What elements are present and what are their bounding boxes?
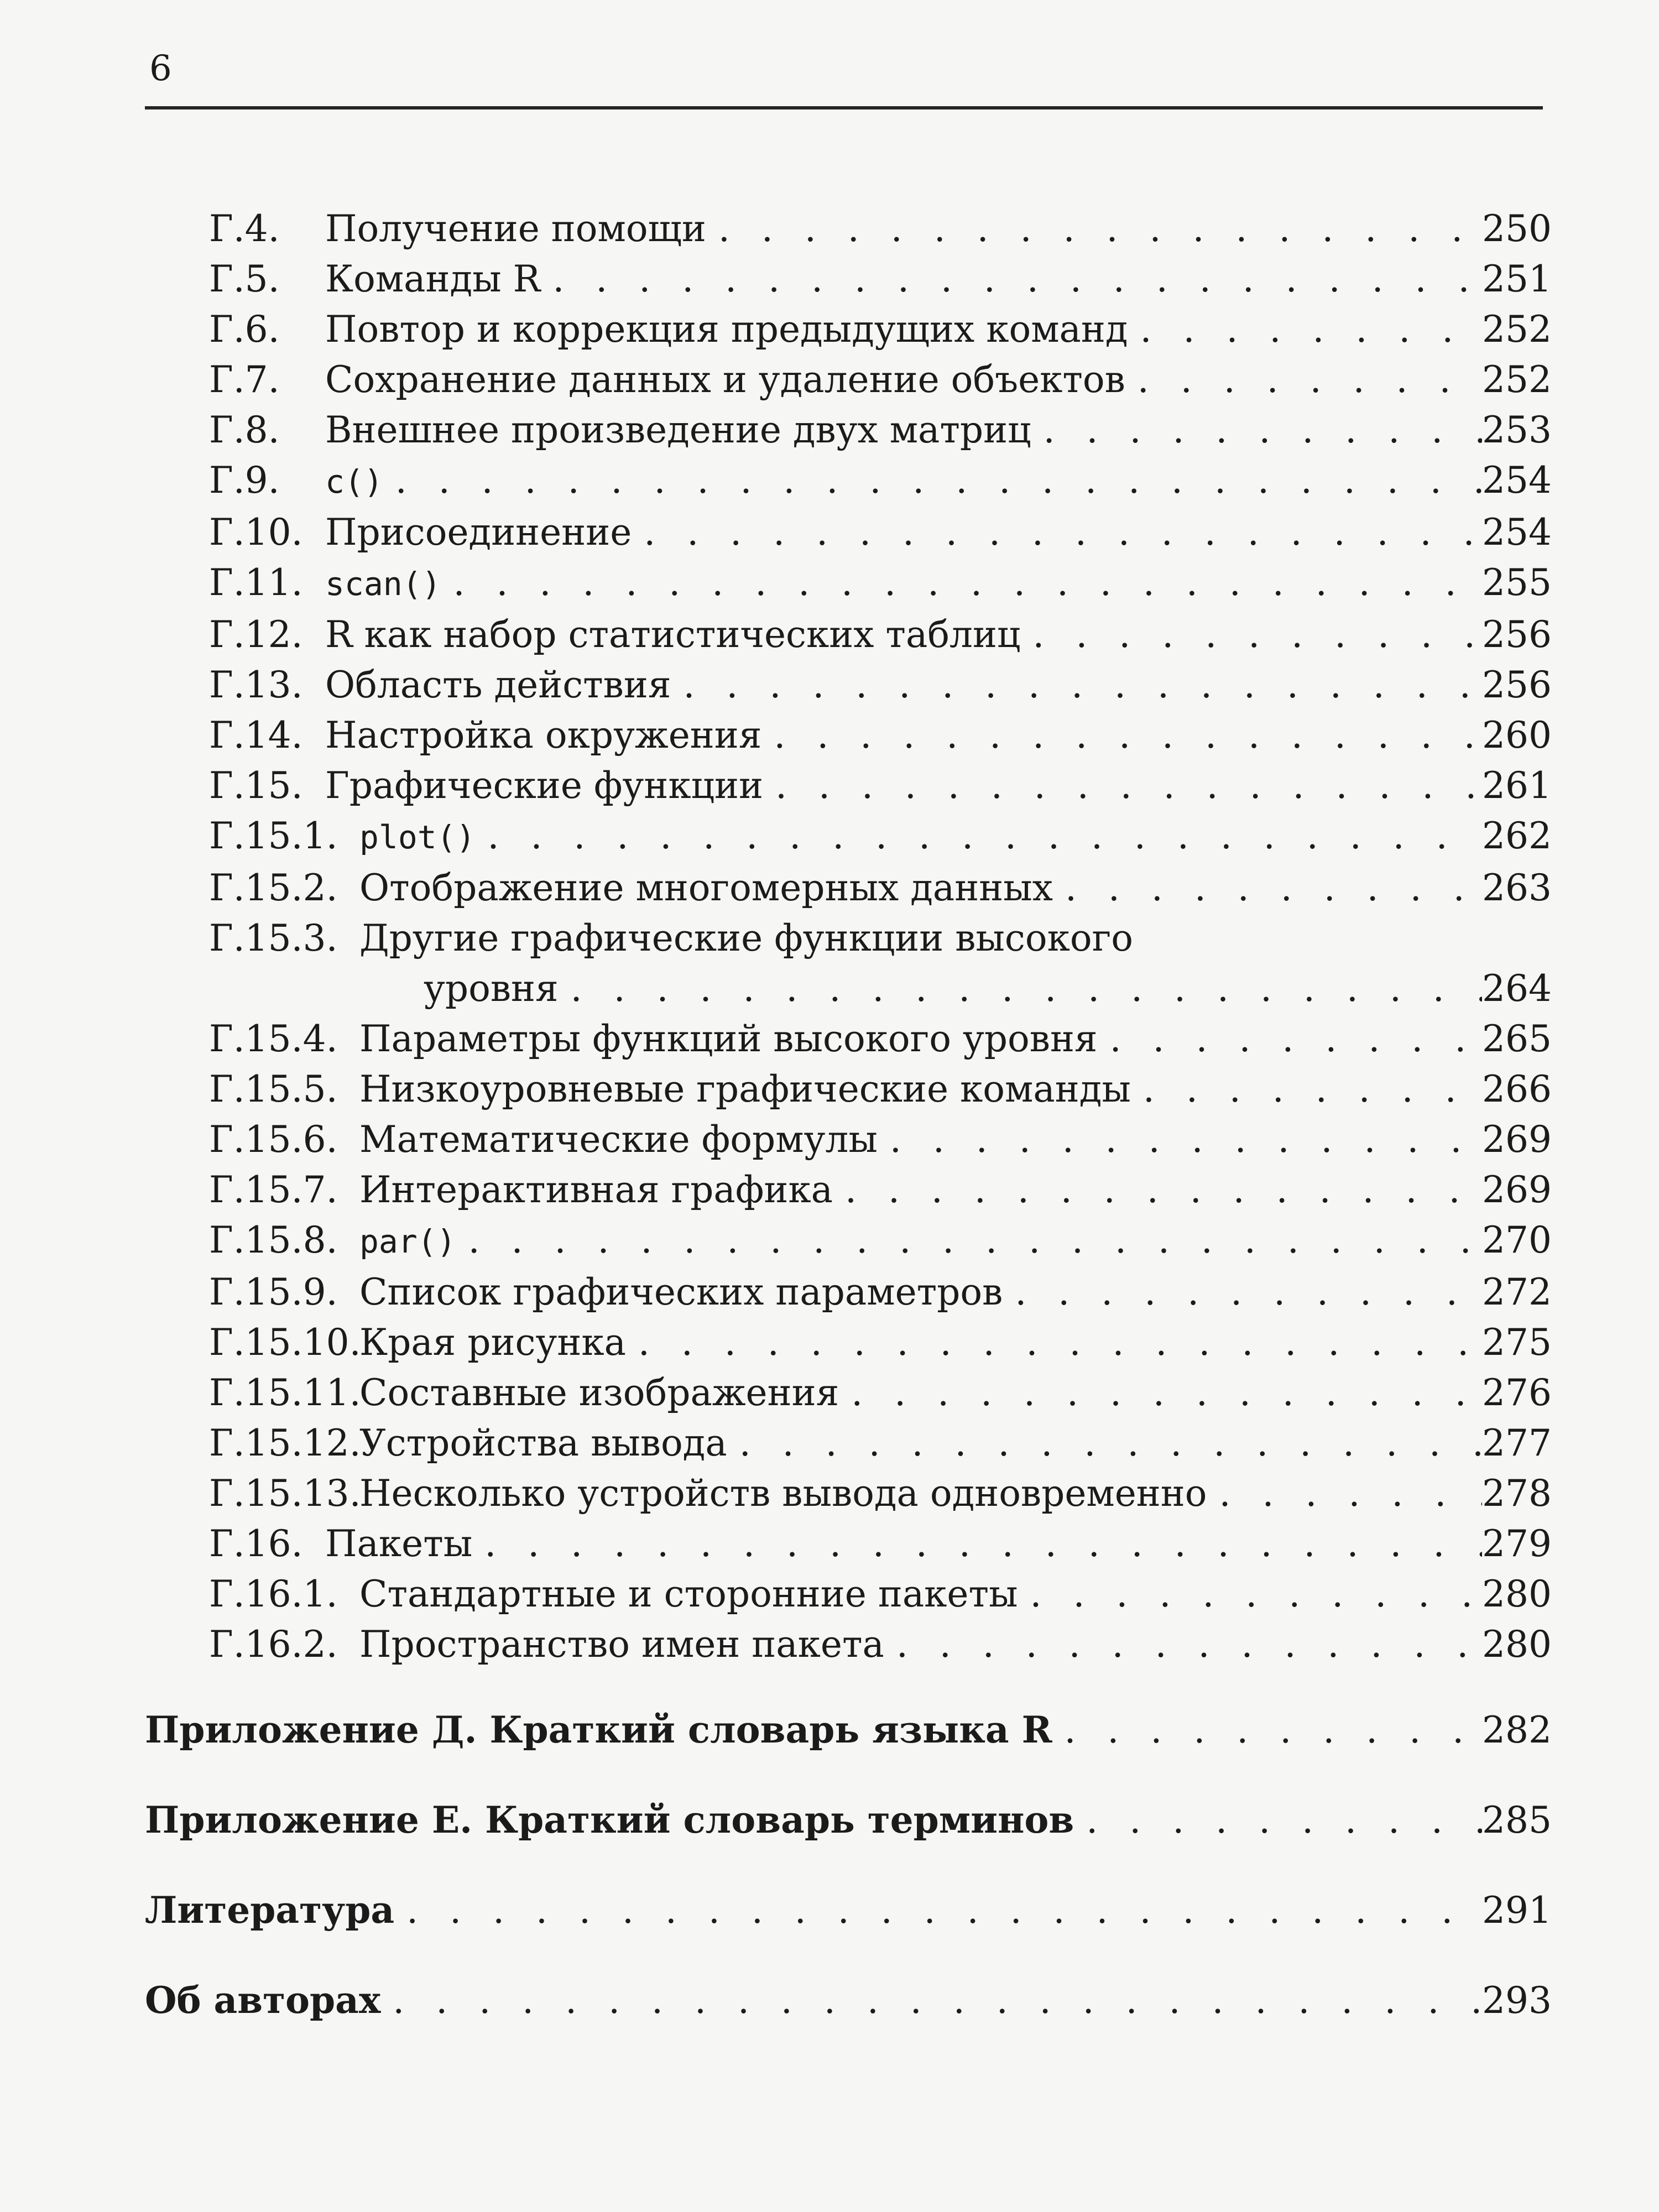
entry-page: 272 bbox=[1482, 1271, 1552, 1313]
toc-entry-g10[interactable] bbox=[145, 507, 1552, 557]
appendix-page: 291 bbox=[1482, 1889, 1552, 1932]
entry-page: 275 bbox=[1482, 1321, 1552, 1364]
dot-leaders bbox=[1003, 1267, 1482, 1317]
entry-title: Интерактивная графика bbox=[359, 1168, 833, 1211]
entry-number: Г.15.7. bbox=[209, 1168, 338, 1211]
dot-leaders bbox=[540, 254, 1482, 304]
entry-title: R как набор статистических таблиц bbox=[325, 613, 1021, 656]
dot-leaders bbox=[763, 760, 1482, 811]
entry-number: Г.15.12. bbox=[209, 1422, 361, 1464]
entry-page: 256 bbox=[1482, 613, 1552, 656]
dot-leaders bbox=[394, 1885, 1482, 1936]
entry-page: 278 bbox=[1482, 1472, 1552, 1515]
entry-page: 265 bbox=[1482, 1018, 1552, 1060]
dot-leaders bbox=[559, 963, 1482, 1014]
dot-leaders bbox=[1018, 1569, 1482, 1619]
dot-leaders bbox=[761, 710, 1482, 760]
entry-page: 270 bbox=[1482, 1219, 1552, 1261]
entry-title: Повтор и коррекция предыдущих команд bbox=[325, 308, 1128, 351]
toc-entry-g6[interactable] bbox=[145, 304, 1552, 354]
toc-entry-g15-13[interactable] bbox=[145, 1468, 1552, 1519]
entry-page: 263 bbox=[1482, 867, 1552, 909]
page-number: 6 bbox=[149, 48, 172, 89]
dot-leaders bbox=[472, 1519, 1482, 1569]
appendix-page: 285 bbox=[1482, 1799, 1552, 1841]
appendix-page: 293 bbox=[1482, 1979, 1552, 2022]
toc-entry-g15-10[interactable] bbox=[145, 1317, 1552, 1368]
entry-title: Несколько устройств вывода одновременно bbox=[359, 1472, 1207, 1515]
entry-title: Низкоуровневые графические команды bbox=[359, 1068, 1131, 1110]
entry-number: Г.12. bbox=[209, 613, 303, 656]
header-rule bbox=[145, 106, 1543, 109]
entry-title: Устройства вывода bbox=[359, 1422, 727, 1464]
dot-leaders bbox=[1031, 405, 1482, 455]
toc-entry-g15-3[interactable] bbox=[145, 913, 1552, 1014]
toc-entry-g11[interactable] bbox=[145, 557, 1552, 609]
entry-number: Г.15.1. bbox=[209, 815, 338, 857]
entry-title: Команды R bbox=[325, 258, 541, 300]
toc-entry-g7[interactable] bbox=[145, 354, 1552, 405]
entry-page: 269 bbox=[1482, 1168, 1552, 1211]
toc-entry-g15-6[interactable] bbox=[145, 1114, 1552, 1165]
dot-leaders bbox=[727, 1418, 1482, 1468]
toc-literature[interactable] bbox=[145, 1885, 1552, 1936]
entry-number: Г.16.2. bbox=[209, 1623, 338, 1666]
entry-title-line-1: Другие графические функции высокого bbox=[359, 917, 1133, 959]
entry-number: Г.15.8. bbox=[209, 1219, 338, 1261]
appendix-title: Приложение Е. Краткий словарь терминов bbox=[145, 1798, 1074, 1841]
entry-number: Г.15.6. bbox=[209, 1118, 338, 1161]
entry-title: Сохранение данных и удаление объектов bbox=[325, 358, 1125, 401]
toc-entry-g15-7[interactable] bbox=[145, 1165, 1552, 1215]
toc-entry-g15-1[interactable] bbox=[145, 811, 1552, 863]
toc-entry-g15[interactable] bbox=[145, 760, 1552, 811]
entry-number: Г.16. bbox=[209, 1522, 303, 1565]
entry-title: c() bbox=[325, 463, 383, 500]
entry-title: Пространство имен пакета bbox=[359, 1623, 884, 1666]
toc-entry-g15-8[interactable] bbox=[145, 1215, 1552, 1267]
entry-number: Г.15.13. bbox=[209, 1472, 361, 1515]
dot-leaders bbox=[1020, 609, 1482, 660]
entry-number: Г.15. bbox=[209, 764, 303, 807]
entry-page: 264 bbox=[1482, 967, 1552, 1010]
entry-page: 279 bbox=[1482, 1522, 1552, 1565]
entry-page: 255 bbox=[1482, 561, 1552, 604]
dot-leaders bbox=[632, 507, 1482, 557]
dot-leaders bbox=[884, 1619, 1482, 1670]
entry-page: 254 bbox=[1482, 511, 1552, 554]
toc-entry-g16[interactable] bbox=[145, 1519, 1552, 1569]
dot-leaders bbox=[476, 811, 1482, 861]
entry-page: 260 bbox=[1482, 714, 1552, 757]
dot-leaders bbox=[1098, 1014, 1482, 1064]
dot-leaders bbox=[626, 1317, 1482, 1368]
entry-number: Г.4. bbox=[209, 207, 280, 250]
dot-leaders bbox=[456, 1215, 1482, 1265]
toc-entry-g4[interactable] bbox=[145, 204, 1552, 254]
entry-title: Внешнее произведение двух матриц bbox=[325, 409, 1031, 451]
entry-number: Г.16.1. bbox=[209, 1573, 338, 1615]
toc-entry-g5[interactable] bbox=[145, 254, 1552, 304]
entry-number: Г.9. bbox=[209, 459, 280, 502]
toc-entry-g16-2[interactable] bbox=[145, 1619, 1552, 1670]
toc-about-authors[interactable] bbox=[145, 1975, 1552, 2026]
entry-title: Параметры функций высокого уровня bbox=[359, 1018, 1098, 1060]
entry-number: Г.13. bbox=[209, 664, 303, 706]
entry-title: plot() bbox=[359, 818, 476, 856]
entry-page: 276 bbox=[1482, 1371, 1552, 1414]
entry-page: 256 bbox=[1482, 664, 1552, 706]
entry-title: par() bbox=[359, 1223, 456, 1260]
table-of-contents bbox=[145, 204, 1552, 2026]
entry-number: Г.8. bbox=[209, 409, 280, 451]
toc-entry-g15-2[interactable] bbox=[145, 863, 1552, 913]
entry-title: Составные изображения bbox=[359, 1371, 839, 1414]
entry-number: Г.7. bbox=[209, 358, 280, 401]
entry-number: Г.5. bbox=[209, 258, 280, 300]
dot-leaders bbox=[706, 204, 1482, 254]
dot-leaders bbox=[1128, 304, 1482, 354]
entry-number: Г.15.4. bbox=[209, 1018, 338, 1060]
appendix-title: Литература bbox=[145, 1888, 395, 1932]
entry-page: 252 bbox=[1482, 308, 1552, 351]
entry-title: Пакеты bbox=[325, 1522, 473, 1565]
entry-title-line-2: уровня bbox=[424, 967, 559, 1010]
toc-appendix-e[interactable] bbox=[145, 1795, 1552, 1845]
entry-page: 250 bbox=[1482, 207, 1552, 250]
entry-page: 280 bbox=[1482, 1573, 1552, 1615]
toc-entry-g16-1[interactable] bbox=[145, 1569, 1552, 1619]
entry-page: 252 bbox=[1482, 358, 1552, 401]
dot-leaders bbox=[383, 455, 1482, 505]
entry-title: Присоединение bbox=[325, 511, 632, 554]
dot-leaders bbox=[839, 1368, 1482, 1418]
toc-appendix-d[interactable] bbox=[145, 1705, 1552, 1755]
toc-entry-g15-9[interactable] bbox=[145, 1267, 1552, 1317]
entry-title: Список графических параметров bbox=[359, 1271, 1003, 1313]
entry-page: 254 bbox=[1482, 459, 1552, 502]
entry-page: 262 bbox=[1482, 815, 1552, 857]
entry-number: Г.15.2. bbox=[209, 867, 338, 909]
entry-title: Отображение многомерных данных bbox=[359, 867, 1053, 909]
dot-leaders bbox=[878, 1114, 1482, 1165]
dot-leaders bbox=[1052, 1705, 1482, 1755]
entry-number: Г.15.9. bbox=[209, 1271, 338, 1313]
dot-leaders bbox=[441, 557, 1482, 608]
entry-page: 266 bbox=[1482, 1068, 1552, 1110]
entry-number: Г.14. bbox=[209, 714, 303, 757]
toc-entry-g15-5[interactable] bbox=[145, 1064, 1552, 1114]
entry-number: Г.15.11. bbox=[209, 1371, 361, 1414]
toc-entry-g8[interactable] bbox=[145, 405, 1552, 455]
dot-leaders bbox=[1074, 1795, 1482, 1845]
toc-entry-g13[interactable] bbox=[145, 660, 1552, 710]
dot-leaders bbox=[833, 1165, 1482, 1215]
dot-leaders bbox=[1053, 863, 1482, 913]
entry-number: Г.15.5. bbox=[209, 1068, 338, 1110]
entry-title: Стандартные и сторонние пакеты bbox=[359, 1573, 1018, 1615]
entry-number: Г.6. bbox=[209, 308, 280, 351]
entry-title: Графические функции bbox=[325, 764, 764, 807]
entry-page: 253 bbox=[1482, 409, 1552, 451]
toc-entry-g9[interactable] bbox=[145, 455, 1552, 507]
entry-number: Г.15.3. bbox=[209, 917, 338, 959]
entry-title: scan() bbox=[325, 565, 441, 603]
toc-entry-g14[interactable] bbox=[145, 710, 1552, 760]
entry-title: Математические формулы bbox=[359, 1118, 878, 1161]
entry-title: Получение помощи bbox=[325, 207, 706, 250]
entry-number: Г.11. bbox=[209, 561, 303, 604]
appendix-page: 282 bbox=[1482, 1709, 1552, 1751]
entry-number: Г.10. bbox=[209, 511, 303, 554]
entry-page: 277 bbox=[1482, 1422, 1552, 1464]
toc-entry-g15-4[interactable] bbox=[145, 1014, 1552, 1064]
dot-leaders bbox=[1207, 1468, 1482, 1519]
entry-page: 280 bbox=[1482, 1623, 1552, 1666]
dot-leaders bbox=[380, 1975, 1482, 2026]
entry-title: Область действия bbox=[325, 664, 671, 706]
dot-leaders bbox=[1131, 1064, 1482, 1114]
appendix-title: Об авторах bbox=[145, 1979, 381, 2022]
entry-page: 251 bbox=[1482, 258, 1552, 300]
toc-entry-g15-11[interactable] bbox=[145, 1368, 1552, 1418]
toc-entry-g15-12[interactable] bbox=[145, 1418, 1552, 1468]
entry-number: Г.15.10. bbox=[209, 1321, 361, 1364]
appendix-title: Приложение Д. Краткий словарь языка R bbox=[145, 1708, 1052, 1751]
dot-leaders bbox=[1125, 354, 1482, 405]
entry-title: Края рисунка bbox=[359, 1321, 626, 1364]
toc-entry-g12[interactable] bbox=[145, 609, 1552, 660]
entry-title: Настройка окружения bbox=[325, 714, 762, 757]
dot-leaders bbox=[671, 660, 1482, 710]
entry-page: 269 bbox=[1482, 1118, 1552, 1161]
entry-page: 261 bbox=[1482, 764, 1552, 807]
